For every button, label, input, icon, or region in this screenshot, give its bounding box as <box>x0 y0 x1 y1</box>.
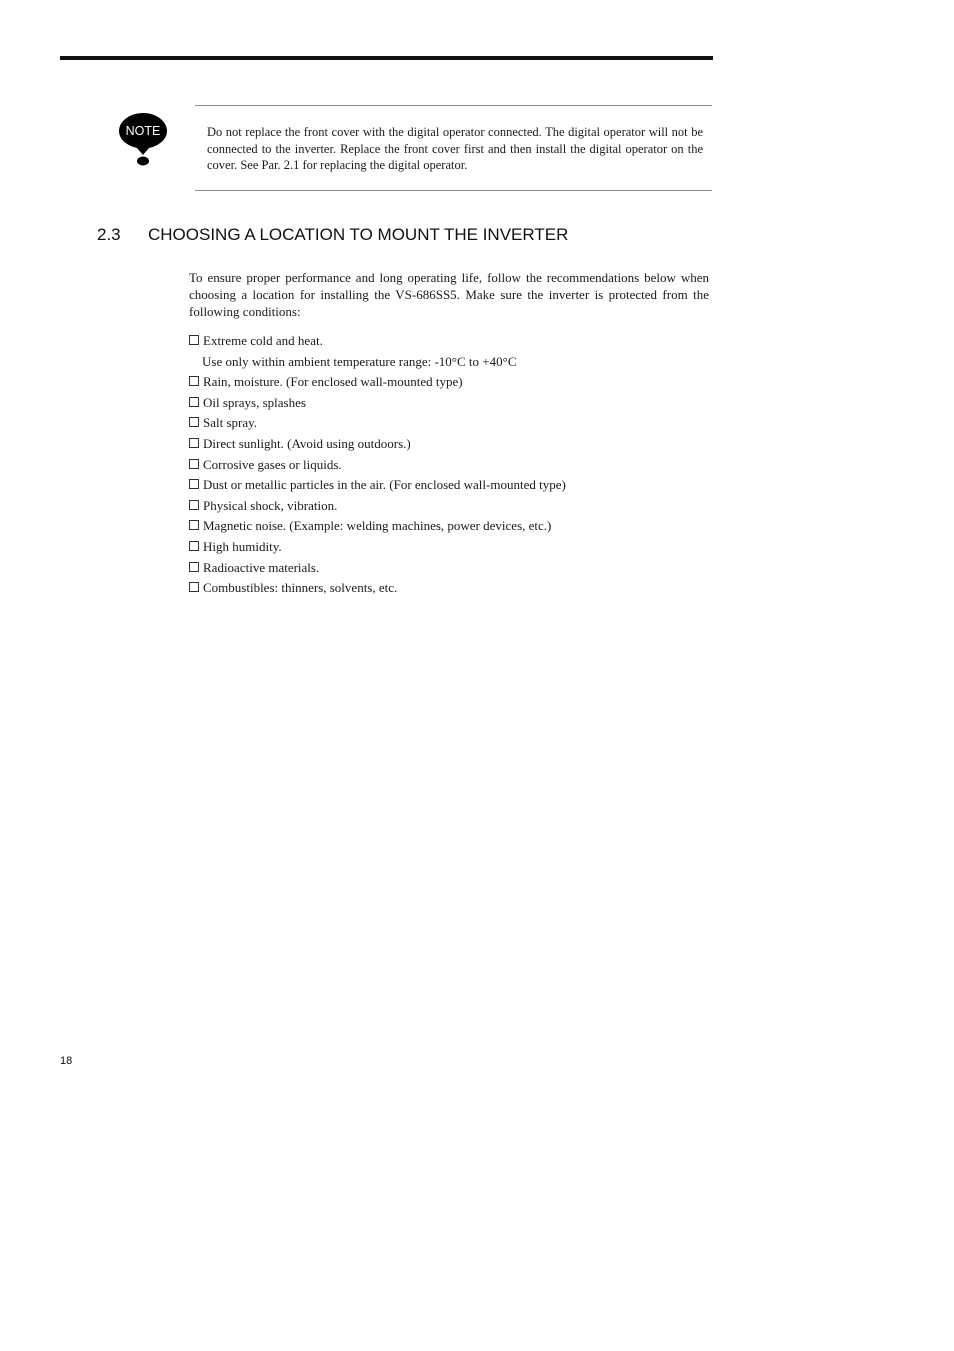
condition-item <box>189 497 566 518</box>
checkbox-icon <box>189 520 199 530</box>
condition-item <box>189 435 566 456</box>
condition-text: Use only within ambient temperature range: -10°C to +40°C <box>202 353 517 369</box>
condition-text: Direct sunlight. (Avoid using outdoors.) <box>203 435 411 451</box>
condition-item <box>189 456 566 477</box>
checkbox-icon <box>189 500 199 510</box>
condition-text: Oil sprays, splashes <box>203 394 306 410</box>
condition-subnote <box>189 353 566 374</box>
condition-text: Corrosive gases or liquids. <box>203 456 342 472</box>
condition-item <box>189 538 566 559</box>
condition-item <box>189 579 566 600</box>
header-rule <box>60 56 713 60</box>
checkbox-icon <box>189 582 199 592</box>
checkbox-icon <box>189 562 199 572</box>
intro-paragraph: To ensure proper performance and long operating life, follow the recommendations below when choosing a location for installing the VS-686SS5. Make sure the inverter is protected from the following conditions: <box>189 270 709 319</box>
condition-text: Physical shock, vibration. <box>203 497 338 513</box>
note-box <box>195 105 712 191</box>
section-heading <box>97 225 568 245</box>
note-icon-label: NOTE <box>125 124 161 138</box>
note-text: Do not replace the front cover with the digital operator connected. The digital operator will not be connected to the inverter. Replace the front cover first and then install the digital operator on the cover. See Par. 2.1 for replacing the digital operator. <box>207 125 703 172</box>
checkbox-icon <box>189 417 199 427</box>
condition-text: Radioactive materials. <box>203 559 320 575</box>
checkbox-icon <box>189 541 199 551</box>
condition-item <box>189 394 566 415</box>
condition-item <box>189 476 566 497</box>
checkbox-icon <box>189 376 199 386</box>
condition-text: Combustibles: thinners, solvents, etc. <box>203 580 398 596</box>
conditions-list <box>189 332 566 600</box>
page-number: 18 <box>60 1055 73 1067</box>
section-number: 2.3 <box>97 225 121 244</box>
condition-text: Extreme cold and heat. <box>203 333 323 348</box>
section-title: CHOOSING A LOCATION TO MOUNT THE INVERTER <box>148 225 569 244</box>
note-icon <box>116 111 170 169</box>
condition-item <box>189 332 566 353</box>
condition-text: Rain, moisture. (For enclosed wall-mounted type) <box>203 374 463 390</box>
condition-text: Salt spray. <box>203 415 258 431</box>
condition-text: Magnetic noise. (Example: welding machines, power devices, etc.) <box>203 518 552 534</box>
condition-item <box>189 559 566 580</box>
condition-text: Dust or metallic particles in the air. (For enclosed wall-mounted type) <box>203 477 566 493</box>
checkbox-icon <box>189 335 199 345</box>
condition-item <box>189 414 566 435</box>
condition-item <box>189 373 566 394</box>
condition-item <box>189 517 566 538</box>
condition-text: High humidity. <box>203 538 282 554</box>
checkbox-icon <box>189 438 199 448</box>
checkbox-icon <box>189 459 199 469</box>
checkbox-icon <box>189 397 199 407</box>
checkbox-icon <box>189 479 199 489</box>
